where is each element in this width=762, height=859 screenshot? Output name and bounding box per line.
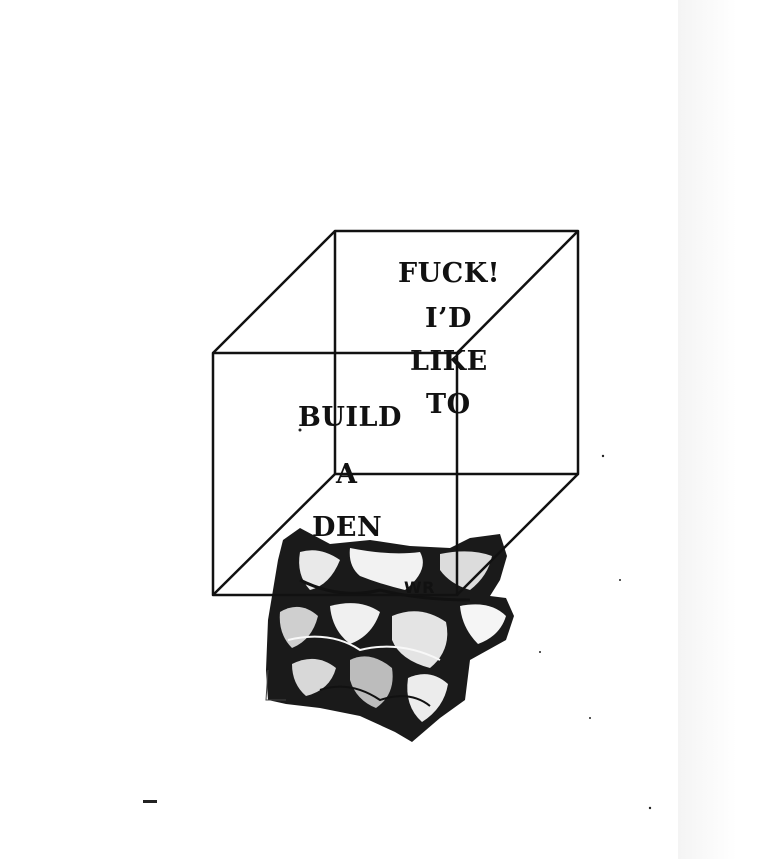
text-den: DEN [312,512,383,543]
text-fuck: FUCK! [398,258,501,289]
text-build: BUILD [298,402,402,433]
cube-edge-top-left [213,231,335,353]
crumpled-paper-collage [266,528,514,742]
text-like: LIKE [410,346,488,377]
text-to: TO [426,389,471,420]
text-a: A [336,459,358,490]
text-id: I’D [425,303,472,334]
cube-edge-top-right [457,231,578,353]
collage-text-wr: WR [404,578,435,597]
cube-edge-bottom-right [457,474,578,595]
